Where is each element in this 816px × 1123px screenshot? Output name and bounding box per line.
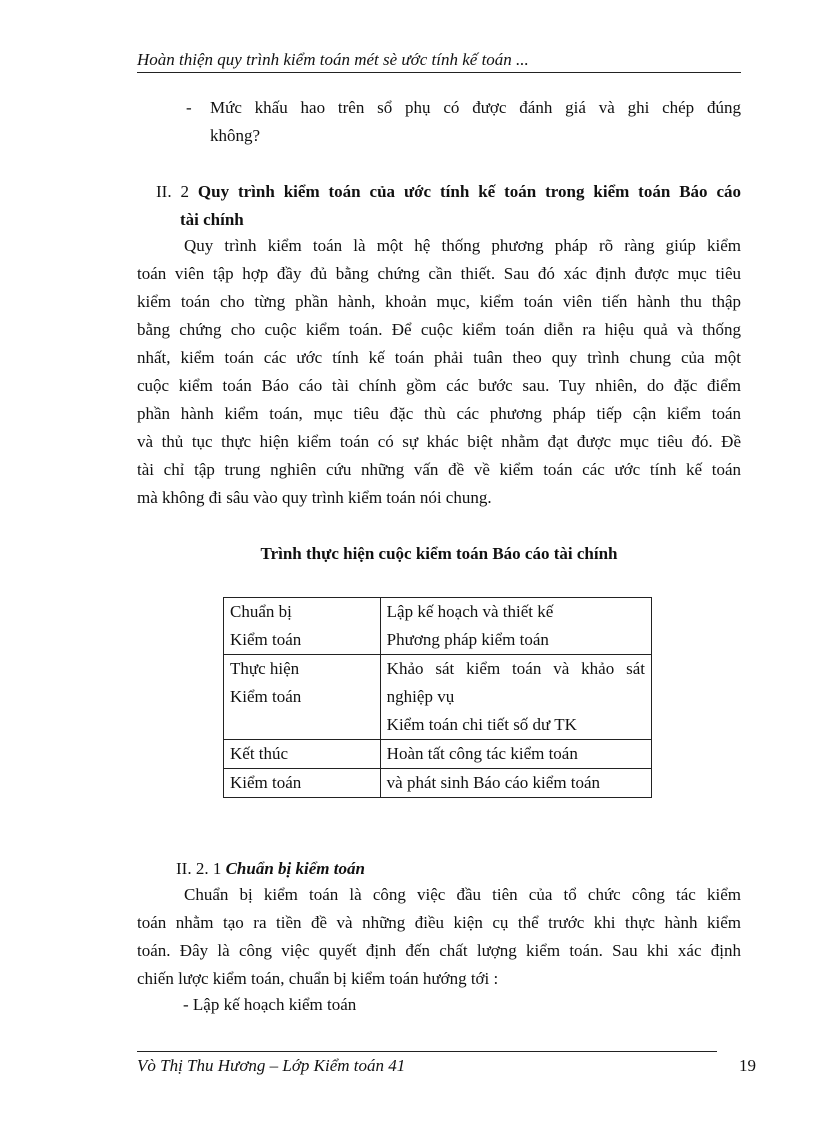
footer-rule bbox=[137, 1051, 717, 1052]
subsection-number: II. 2. 1 bbox=[176, 859, 222, 878]
stage-cell bbox=[224, 598, 381, 655]
stage-cell bbox=[224, 655, 381, 740]
paragraph-line: cuộc kiểm toán Báo cáo tài chính gồm các bước sau. Tuy nhiên, do đặc điểm bbox=[137, 376, 741, 395]
content-cell bbox=[380, 769, 651, 798]
audit-stages-table bbox=[223, 597, 652, 798]
stage-line: Kiểm toán bbox=[230, 687, 302, 706]
stage-line: Kiểm toán bbox=[230, 773, 302, 792]
paragraph-audit-process bbox=[137, 232, 741, 512]
content-line: Phương pháp kiểm toán bbox=[386, 630, 549, 649]
subsection-heading bbox=[176, 855, 365, 883]
table-caption: Trình thực hiện cuộc kiểm toán Báo cáo tài chính bbox=[260, 544, 618, 563]
section-title-part-1: Quy trình kiểm toán của ước tính kế toán trong kiểm toán Báo cáo bbox=[197, 182, 741, 201]
section-number: II. 2 bbox=[156, 182, 189, 201]
stage-cell bbox=[224, 740, 381, 769]
running-header: Hoàn thiện quy trình kiểm toán mét sè ước tính kế toán ... bbox=[137, 49, 741, 73]
content-cell bbox=[380, 598, 651, 655]
paragraph-line: Quy trình kiểm toán là một hệ thống phương pháp rõ ràng giúp kiểm bbox=[184, 236, 741, 255]
table-row bbox=[224, 598, 652, 655]
paragraph-line: kiểm toán cho từng phần hành, khoản mục, kiểm toán viên tiến hành thu thập bbox=[137, 292, 741, 311]
stage-line: Kiểm toán bbox=[230, 630, 302, 649]
stage-line: Kết thúc bbox=[230, 744, 289, 763]
paragraph-line: toán. Đây là công việc quyết định đến chất lượng kiểm toán. Sau khi xác định bbox=[137, 941, 741, 960]
bullet-line-2: không? bbox=[210, 126, 261, 145]
paragraph-line: nhất, kiểm toán các ước tính kế toán phải tuân theo quy trình chung của một bbox=[137, 348, 741, 367]
section-heading-line-2: tài chính bbox=[180, 210, 244, 229]
stage-line: Thực hiện bbox=[230, 659, 300, 678]
content-line: và phát sinh Báo cáo kiểm toán bbox=[386, 773, 601, 792]
paragraph-line: tài chỉ tập trung nghiên cứu những vấn đề về kiểm toán các ước tính kế toán bbox=[137, 460, 741, 479]
content-cell bbox=[380, 740, 651, 769]
content-line: Khảo sát kiểm toán và khảo sát bbox=[386, 659, 645, 678]
paragraph-line: toán nhằm tạo ra tiền đề và những điều kiện cụ thể trước khi thực hành kiểm bbox=[137, 913, 741, 932]
content-cell bbox=[380, 655, 651, 740]
paragraph-line: toán viên tập hợp đầy đủ bằng chứng cần thiết. Sau đó xác định được mục tiêu bbox=[137, 264, 741, 283]
table-row bbox=[224, 769, 652, 798]
paragraph-line: Chuẩn bị kiểm toán là công việc đầu tiên của tổ chức công tác kiểm bbox=[184, 885, 741, 904]
paragraph-line: mà không đi sâu vào quy trình kiểm toán nói chung. bbox=[137, 488, 492, 507]
footer-author: Vò Thị Thu Hương – Lớp Kiểm toán 41 bbox=[137, 1056, 406, 1075]
content-line: Hoàn tất công tác kiểm toán bbox=[386, 744, 578, 763]
page-number: 19 bbox=[739, 1056, 756, 1075]
paragraph-line: và thủ tục thực hiện kiểm toán có sự khác biệt nhằm đạt được mục tiêu đó. Đề bbox=[137, 432, 741, 451]
bullet-item-planning: - Lập kế hoạch kiểm toán bbox=[183, 995, 357, 1014]
table-row bbox=[224, 740, 652, 769]
paragraph-line: bằng chứng cho cuộc kiểm toán. Để cuộc kiểm toán diễn ra hiệu quả và thống bbox=[137, 320, 741, 339]
paragraph-line: chiến lược kiểm toán, chuẩn bị kiểm toán hướng tới : bbox=[137, 969, 499, 988]
section-heading bbox=[156, 178, 741, 234]
content-line: nghiệp vụ bbox=[386, 687, 455, 706]
content-line: Kiểm toán chi tiết số dư TK bbox=[386, 715, 577, 734]
bullet-dash: - bbox=[186, 98, 192, 117]
subsection-title: Chuẩn bị kiểm toán bbox=[225, 859, 365, 878]
stage-line: Chuẩn bị bbox=[230, 602, 292, 621]
section-heading-line-1 bbox=[156, 178, 741, 206]
paragraph-audit-preparation bbox=[137, 881, 741, 993]
table-row bbox=[224, 655, 652, 740]
content-line: Lập kế hoạch và thiết kế bbox=[386, 602, 554, 621]
bullet-line-1: Mức khấu hao trên sổ phụ có được đánh giá và ghi chép đúng bbox=[210, 98, 741, 117]
paragraph-line: phần hành kiểm toán, mục tiêu đặc thù các phương pháp tiếp cận kiểm toán bbox=[137, 404, 741, 423]
stage-cell bbox=[224, 769, 381, 798]
